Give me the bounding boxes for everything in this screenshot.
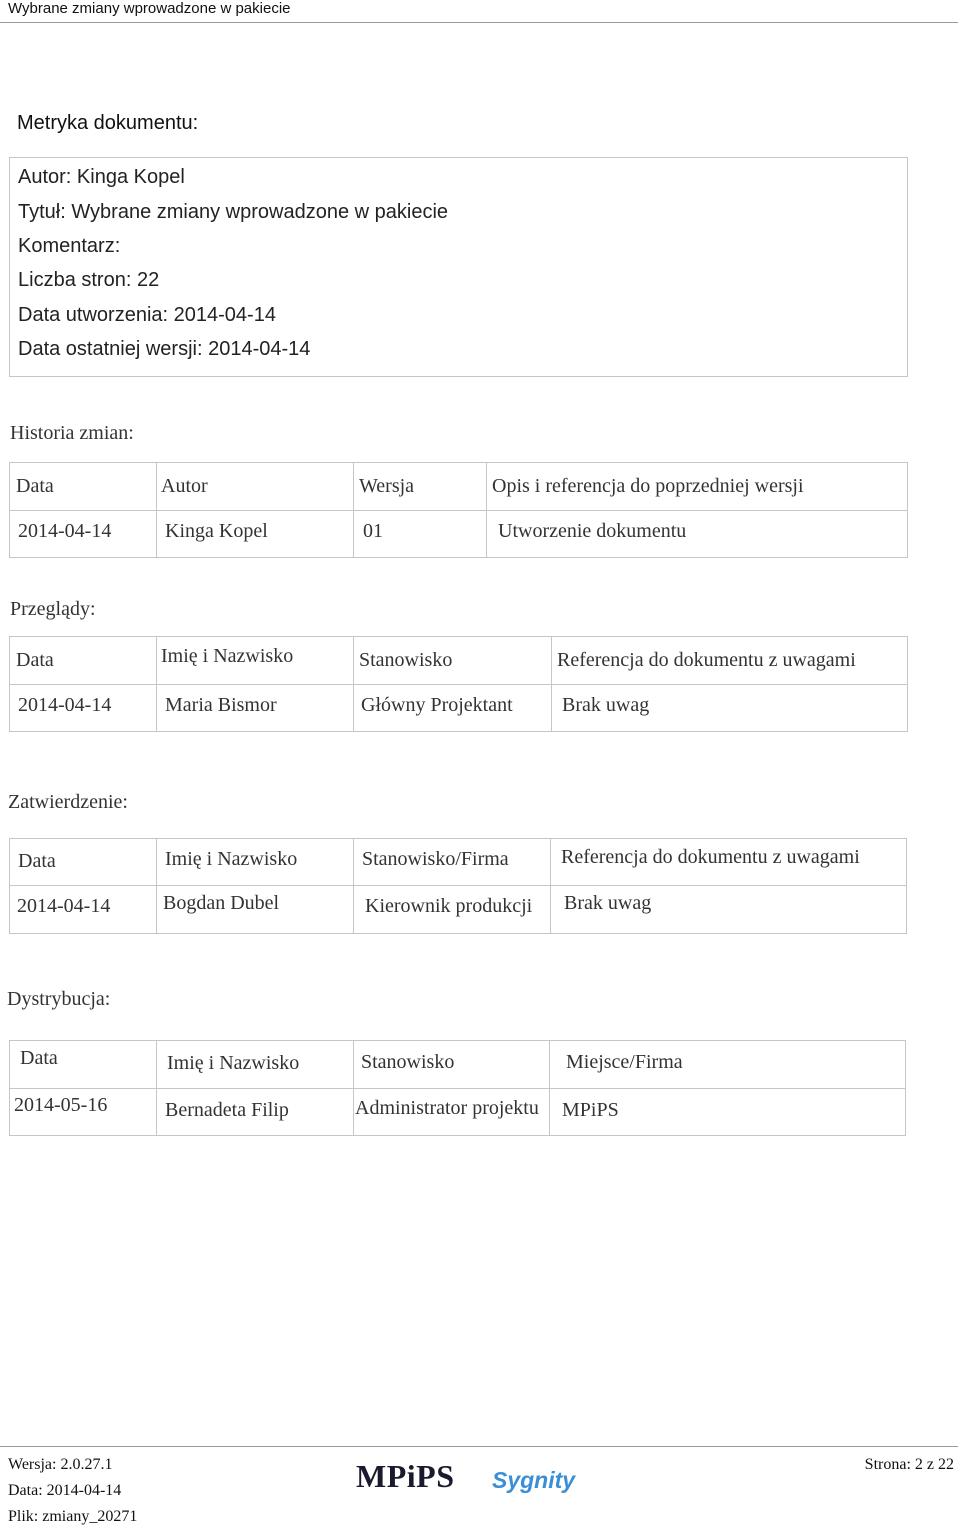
metadata-page-count: Liczba stron: 22 — [18, 269, 160, 291]
footer-version: Wersja: 2.0.27.1 — [8, 1456, 113, 1473]
page-header-title: Wybrane zmiany wprowadzone w pakiecie — [8, 0, 291, 17]
footer-divider — [0, 1446, 958, 1447]
metadata-heading: Metryka dokumentu: — [17, 112, 199, 134]
reviews-col-name: Imię i Nazwisko — [161, 645, 294, 667]
footer-date: Data: 2014-04-14 — [8, 1482, 122, 1499]
distribution-table — [9, 1040, 906, 1136]
header-divider — [0, 22, 958, 23]
distribution-col-position: Stanowisko — [361, 1051, 455, 1073]
approval-row-position: Kierownik produkcji — [365, 895, 533, 917]
reviews-heading: Przeglądy: — [10, 598, 96, 620]
approval-row-date: 2014-04-14 — [17, 895, 111, 917]
metadata-comment: Komentarz: — [18, 235, 121, 257]
approval-row-reference: Brak uwag — [564, 892, 652, 914]
distribution-col-name: Imię i Nazwisko — [167, 1052, 300, 1074]
distribution-row-date: 2014-05-16 — [14, 1094, 108, 1116]
distribution-row-position: Administrator projektu — [355, 1097, 539, 1119]
metadata-author: Autor: Kinga Kopel — [18, 166, 185, 188]
history-heading: Historia zmian: — [10, 422, 134, 444]
history-col-author: Autor — [161, 475, 208, 497]
reviews-col-reference: Referencja do dokumentu z uwagami — [557, 649, 856, 671]
sygnity-logo — [490, 1462, 576, 1498]
reviews-table — [9, 636, 908, 732]
distribution-row-name: Bernadeta Filip — [165, 1099, 289, 1121]
approval-col-name: Imię i Nazwisko — [165, 848, 298, 870]
reviews-row-name: Maria Bismor — [165, 694, 277, 716]
approval-heading: Zatwierdzenie: — [8, 791, 128, 813]
reviews-col-position: Stanowisko — [359, 649, 453, 671]
history-row-date: 2014-04-14 — [18, 520, 112, 542]
approval-table — [9, 838, 907, 934]
metadata-title: Tytuł: Wybrane zmiany wprowadzone w pakiecie — [18, 201, 449, 223]
reviews-row-reference: Brak uwag — [562, 694, 650, 716]
history-col-date: Data — [16, 475, 54, 497]
history-row-author: Kinga Kopel — [165, 520, 268, 542]
reviews-col-date: Data — [16, 649, 54, 671]
history-row-version: 01 — [363, 520, 383, 542]
metadata-last-version: Data ostatniej wersji: 2014-04-14 — [18, 338, 311, 360]
metadata-box — [9, 157, 908, 377]
distribution-heading: Dystrybucja: — [7, 988, 111, 1010]
distribution-col-place: Miejsce/Firma — [566, 1051, 683, 1073]
approval-row-name: Bogdan Dubel — [163, 892, 280, 914]
reviews-row-position: Główny Projektant — [361, 694, 513, 716]
reviews-row-date: 2014-04-14 — [18, 694, 112, 716]
history-col-version: Wersja — [359, 475, 415, 497]
distribution-row-place: MPiPS — [562, 1099, 619, 1121]
sygnity-logo-text: Sygnity — [492, 1467, 576, 1493]
approval-col-position: Stanowisko/Firma — [362, 848, 509, 870]
mpips-logo: MPiPS — [356, 1458, 455, 1494]
distribution-col-date: Data — [20, 1047, 58, 1069]
footer-page-number: Strona: 2 z 22 — [864, 1456, 954, 1473]
history-row-description: Utworzenie dokumentu — [498, 520, 687, 542]
history-col-description: Opis i referencja do poprzedniej wersji — [492, 475, 804, 497]
footer-file: Plik: zmiany_20271 — [8, 1508, 138, 1525]
approval-col-date: Data — [18, 850, 56, 872]
metadata-created: Data utworzenia: 2014-04-14 — [18, 304, 276, 326]
approval-col-reference: Referencja do dokumentu z uwagami — [561, 846, 860, 868]
history-table — [9, 462, 908, 558]
